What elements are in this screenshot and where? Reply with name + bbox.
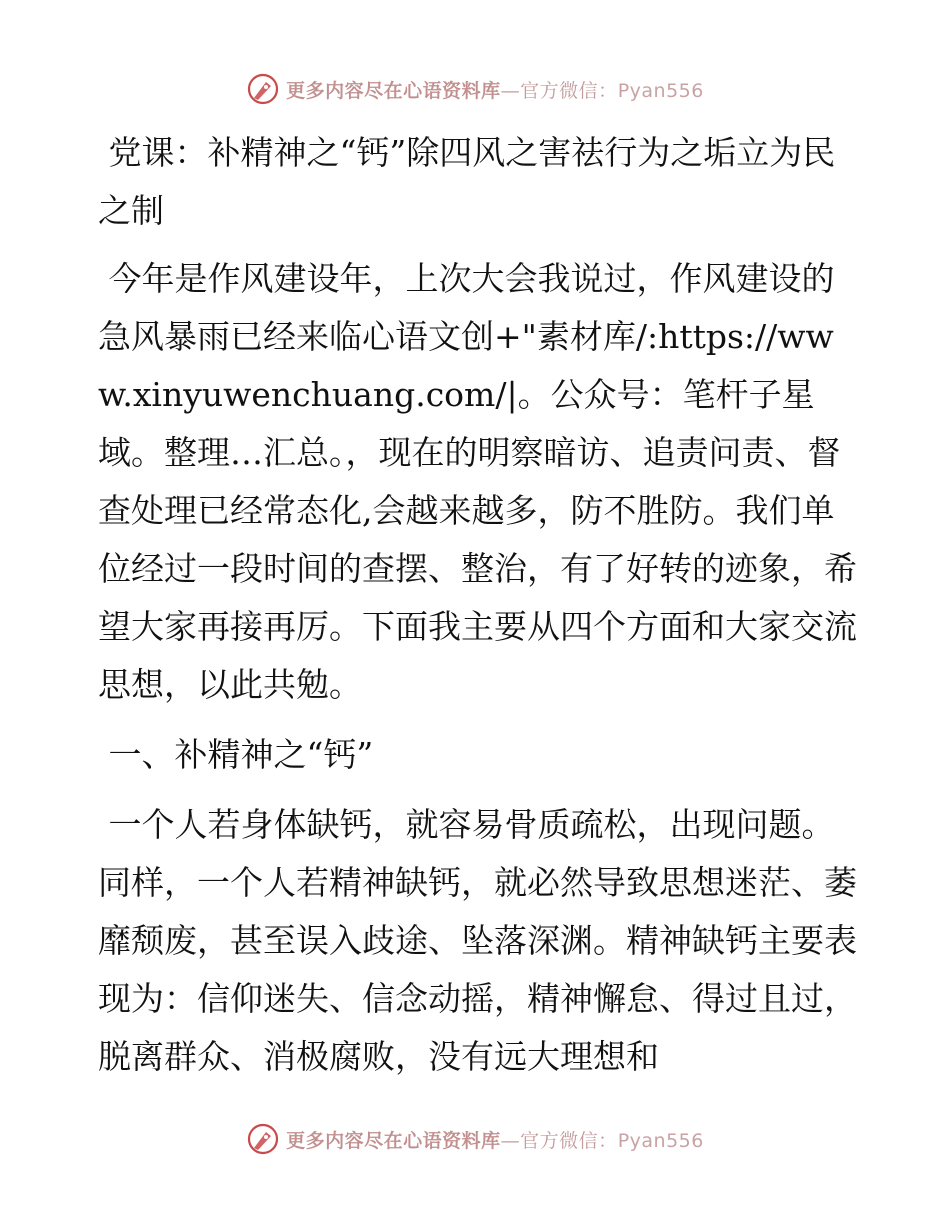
watermark-text [286,1126,704,1153]
watermark-contact-id: Pyan556 [617,79,704,102]
paragraph-intro: 今年是作风建设年，上次大会我说过，作风建设的急风暴雨已经来临心语文创+"素材库/:https://www.xinyuwenchuang.com/|。公众号：笔杆子星域。整理…汇总。，现在的明察暗访、追责问责、督查处理已经常态化,会越来越多，防不胜防。我们单位经过一段时间的查摆、整治，有了好转的迹象，希望大家再接再厉。下面我主要从四个方面和大家交流思想，以此共勉。 [98,259,857,704]
watermark-brand: 更多内容尽在心语资料库 [286,1129,501,1152]
watermark-contact-label: 官方微信： [520,79,618,102]
watermark-brand: 更多内容尽在心语资料库 [286,79,501,102]
document-body [98,124,858,1098]
watermark-text [286,76,704,103]
paragraph-section-1: 一个人若身体缺钙，就容易骨质疏松，出现问题。同样，一个人若精神缺钙，就必然导致思想迷茫、萎靡颓废，甚至误入歧途、坠落深渊。精神缺钙主要表现为：信仰迷失、信念动摇，精神懈怠、得过且过，脱离群众、消极腐败，没有远大理想和 [98,805,857,1076]
watermark-footer [0,1122,950,1156]
pen-nib-logo-icon [246,1122,280,1156]
watermark-dash: — [500,79,521,102]
document-title: 党课：补精神之“钙”除四风之害祛行为之垢立为民之制 [98,133,836,230]
watermark-header [0,72,950,106]
watermark-dash: — [500,1129,521,1152]
pen-nib-logo-icon [246,72,280,106]
section-heading-1: 一、补精神之“钙” [98,735,374,774]
watermark-contact-label: 官方微信： [520,1129,618,1152]
watermark-contact-id: Pyan556 [617,1129,704,1152]
